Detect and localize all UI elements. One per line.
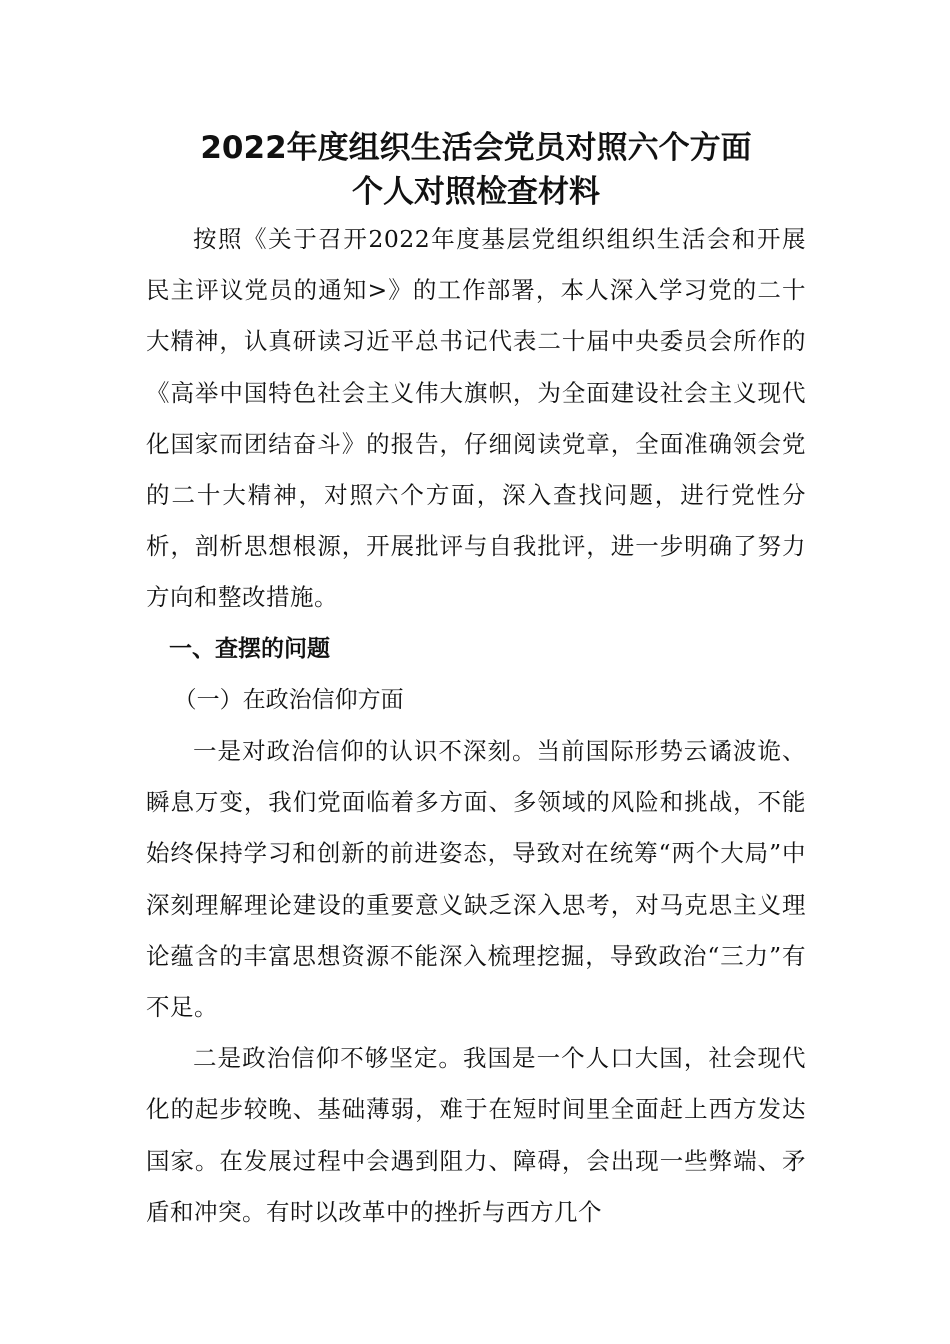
intro-paragraph: 按照《关于召开2022年度基层党组织组织生活会和开展民主评议党员的通知>》的工作部署，本人深入学习党的二十大精神，认真研读习近平总书记代表二十届中央委员会所作的《高举中国特色社会主义伟大旗帜，为全面建设社会主义现代化国家而团结奋斗》的报告，仔细阅读党章，全面准确领会党的二十大精神，对照六个方面，深入查找问题，进行党性分析，剖析思想根源，开展批评与自我批评，进一步明确了努力方向和整改措施。 [146, 225, 806, 612]
paragraph-political-belief-1: 一是对政治信仰的认识不深刻。当前国际形势云谲波诡、瞬息万变，我们党面临着多方面、多领域的风险和挑战，不能始终保持学习和创新的前进姿态，导致对在统筹“两个大局”中深刻理解理论建设的重要意义缺乏深入思考，对马克思主义理论蕴含的丰富思想资源不能深入梳理挖掘，导致政治“三力”有不足。 [146, 737, 806, 1022]
subsection-heading-1: （一）在政治信仰方面 [173, 686, 404, 713]
document-title [146, 126, 806, 214]
paragraph-political-belief-2: 二是政治信仰不够坚定。我国是一个人口大国，社会现代化的起步较晚、基础薄弱，难于在短时间里全面赶上西方发达国家。在发展过程中会遇到阻力、障碍，会出现一些弊端、矛盾和冲突。有时以改革中的挫折与西方几个 [146, 1044, 806, 1226]
title-line-1: 2022年度组织生活会党员对照六个方面 [200, 130, 752, 166]
document-page [146, 126, 806, 1238]
section-heading-1: 一、查摆的问题 [169, 635, 330, 662]
title-line-2: 个人对照检查材料 [352, 174, 600, 210]
